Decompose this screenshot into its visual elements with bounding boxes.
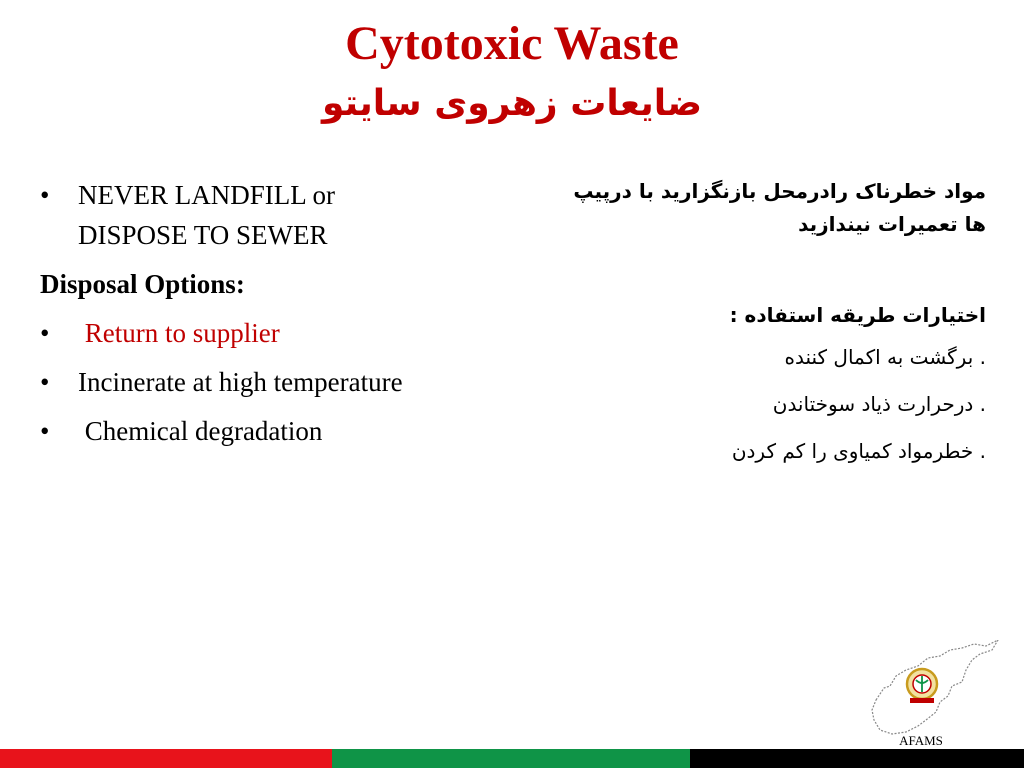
option-incinerate: Incinerate at high temperature — [78, 367, 403, 397]
bullet-icon: • — [40, 367, 50, 397]
dari-option-return: . برگشت به اکمال کننده — [784, 345, 986, 369]
slide-title: Cytotoxic Waste — [345, 17, 679, 70]
bullet-icon: • — [40, 416, 50, 446]
slide-subtitle: ضایعات زهروی سایتو — [321, 83, 703, 124]
footer-stripe-red — [0, 749, 332, 768]
afams-label: AFAMS — [899, 733, 943, 748]
footer-stripe-black — [690, 749, 1024, 768]
list-item — [40, 313, 440, 353]
item-never-landfill: NEVER LANDFILL or DISPOSE TO SEWER — [78, 180, 335, 250]
dari-option-chemical: . خطرمواد کمیاوی را کم کردن — [731, 439, 986, 463]
afghanistan-map-icon — [866, 640, 1006, 748]
bullet-icon: • — [40, 318, 50, 348]
footer-stripe-green — [332, 749, 690, 768]
english-content — [40, 175, 440, 460]
bullet-icon: • — [40, 180, 50, 210]
disposal-options-heading: Disposal Options: — [40, 269, 245, 299]
dari-warning-text: مواد خطرناک رادرمحل بازنگزارید با درپیپ ها تعمیرات نیندازید — [573, 179, 986, 236]
option-return-to-supplier: Return to supplier — [78, 318, 280, 348]
list-item — [40, 175, 440, 255]
dari-content — [546, 175, 986, 480]
list-item — [40, 411, 440, 451]
afams-logo — [866, 640, 1006, 748]
dari-options-heading: اختیارات طریقه استفاده : — [729, 303, 986, 327]
list-item — [40, 362, 440, 402]
option-chemical-degradation: Chemical degradation — [78, 416, 323, 446]
dari-option-incinerate: . درحرارت ذیاد سوختاندن — [772, 392, 986, 416]
